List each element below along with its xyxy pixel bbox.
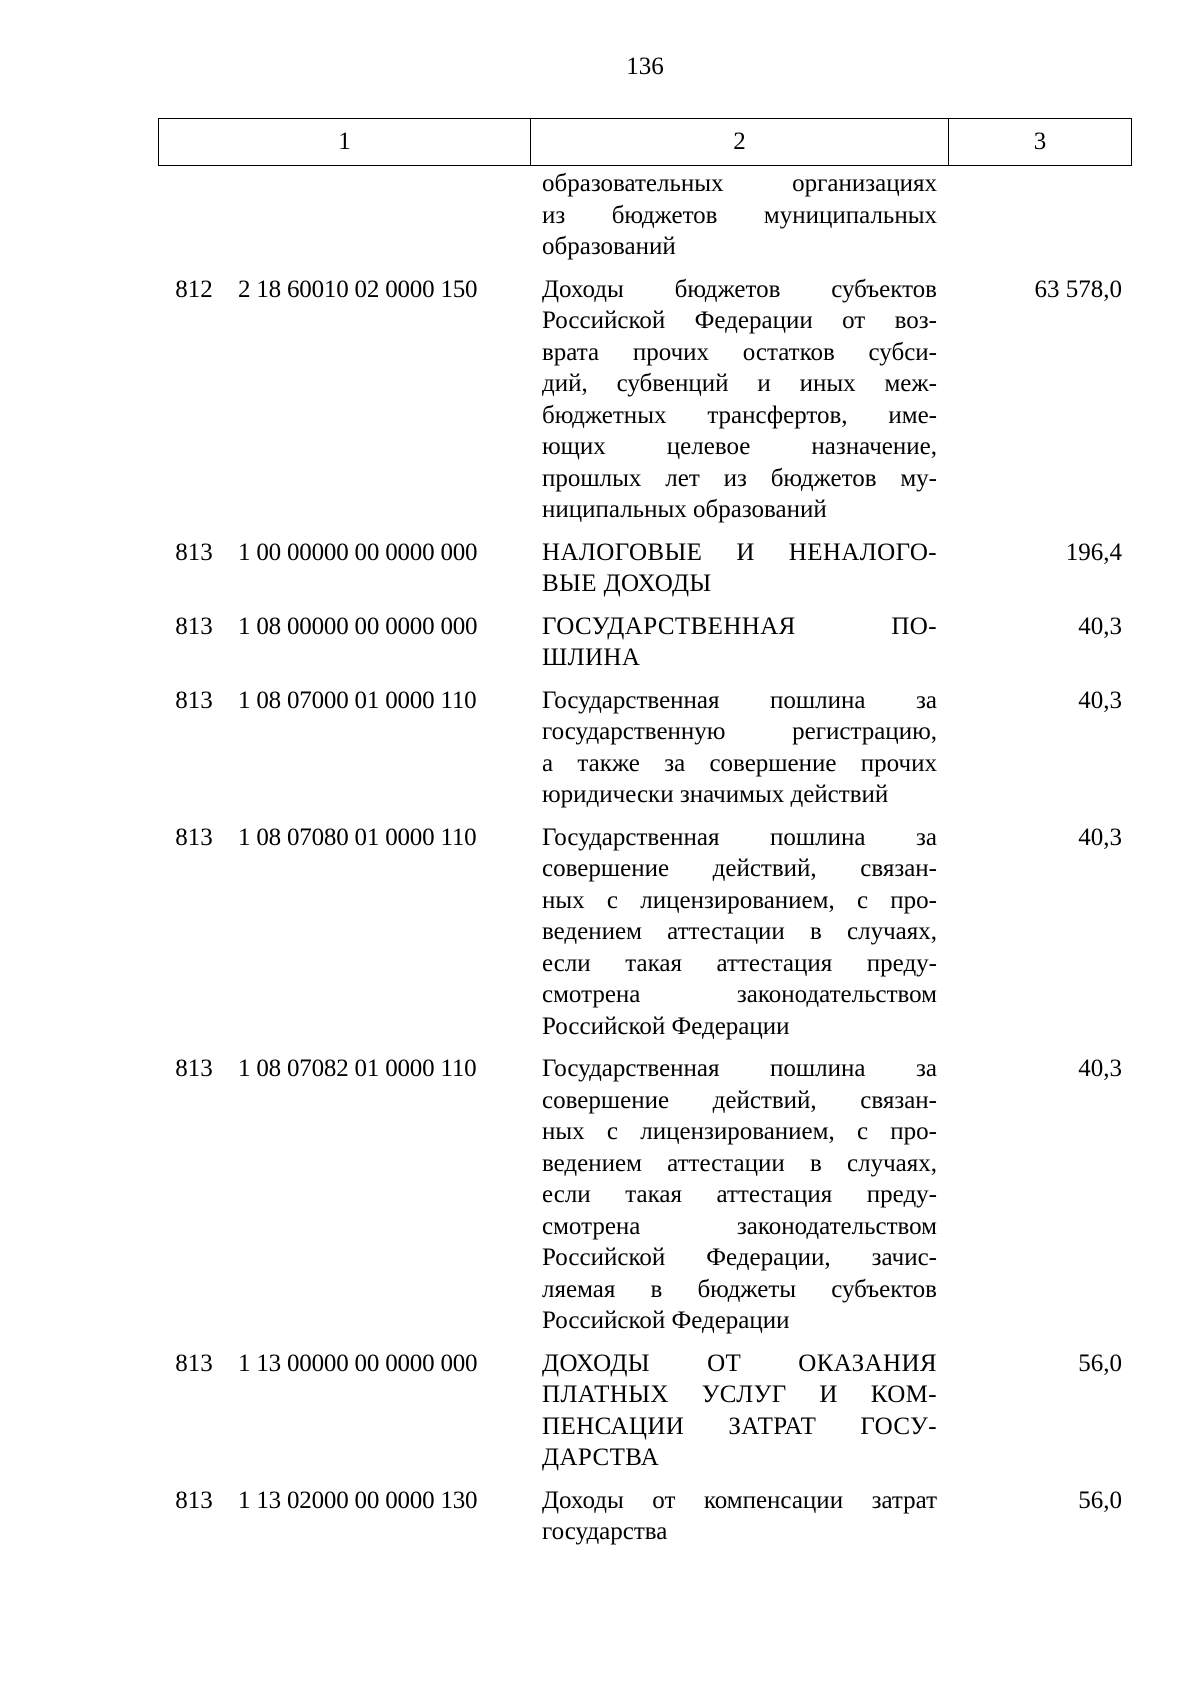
admin-code: 813 xyxy=(175,612,213,640)
budget-classification-code: 1 00 00000 00 0000 000 xyxy=(238,538,478,566)
revenue-description xyxy=(530,537,948,600)
admin-code: 813 xyxy=(175,538,213,566)
description-line: а также за совершение прочих xyxy=(542,749,937,777)
description-line: врата прочих остатков субси- xyxy=(542,338,937,366)
description-line: бюджетных трансфертов, име- xyxy=(542,401,937,429)
description-line: ниципальных образований xyxy=(542,496,827,523)
amount: 63 578,0 xyxy=(1034,275,1122,303)
admin-code xyxy=(158,168,230,263)
table-row xyxy=(158,274,1132,526)
budget-classification-code: 1 13 00000 00 0000 000 xyxy=(238,1349,478,1377)
header-col-3: 3 xyxy=(1033,128,1047,155)
table-row xyxy=(158,1348,1132,1474)
admin-code: 813 xyxy=(175,1486,213,1514)
table-row xyxy=(158,1053,1132,1337)
revenue-description xyxy=(530,274,948,526)
revenue-description xyxy=(530,1053,948,1337)
description-line: Доходы от компенсации затрат xyxy=(542,1486,937,1514)
budget-classification-code xyxy=(230,168,530,263)
description-line: ДОХОДЫ ОТ ОКАЗАНИЯ xyxy=(542,1349,937,1377)
amount: 40,3 xyxy=(1078,823,1122,851)
description-line: смотрена законодательством xyxy=(542,981,937,1008)
table-row xyxy=(158,1485,1132,1548)
description-line: государственную регистрацию, xyxy=(542,718,937,745)
revenue-description xyxy=(530,168,948,263)
admin-code: 813 xyxy=(175,1349,213,1377)
description-line: ведением аттестации в случаях, xyxy=(542,918,937,945)
description-line: из бюджетов муниципальных xyxy=(542,201,937,229)
admin-code: 813 xyxy=(175,823,213,851)
description-line: государства xyxy=(542,1518,668,1545)
admin-code: 812 xyxy=(175,275,213,303)
budget-classification-code: 1 08 07080 01 0000 110 xyxy=(238,823,477,851)
amount: 196,4 xyxy=(1065,538,1122,566)
admin-code: 813 xyxy=(175,686,213,714)
description-line: Государственная пошлина за xyxy=(542,823,937,851)
amount: 56,0 xyxy=(1078,1486,1122,1514)
table-row xyxy=(158,822,1132,1043)
description-line: если такая аттестация преду- xyxy=(542,949,937,977)
table-body xyxy=(158,168,1132,1559)
budget-classification-code: 1 08 07000 01 0000 110 xyxy=(238,686,477,714)
revenue-description xyxy=(530,1485,948,1548)
budget-classification-code: 1 13 02000 00 0000 130 xyxy=(238,1486,478,1514)
description-line: НАЛОГОВЫЕ И НЕНАЛОГО- xyxy=(542,538,937,566)
description-line: ДАРСТВА xyxy=(542,1444,660,1471)
description-line: смотрена законодательством xyxy=(542,1212,937,1240)
description-line: образовательных организациях xyxy=(542,170,937,197)
revenue-description xyxy=(530,611,948,674)
table-row xyxy=(158,537,1132,600)
description-line: образований xyxy=(542,233,676,260)
description-line: ведением аттестации в случаях, xyxy=(542,1149,937,1177)
budget-classification-code: 1 08 07082 01 0000 110 xyxy=(238,1055,477,1082)
description-line: ГОСУДАРСТВЕННАЯ ПО- xyxy=(542,612,937,640)
table-header xyxy=(158,118,1132,166)
table-row xyxy=(158,611,1132,674)
description-line: Государственная пошлина за xyxy=(542,1055,937,1082)
amount xyxy=(948,168,1132,263)
description-line: Российской Федерации, зачис- xyxy=(542,1244,937,1271)
description-line: прошлых лет из бюджетов му- xyxy=(542,464,937,492)
description-line: Доходы бюджетов субъектов xyxy=(542,275,937,303)
amount: 40,3 xyxy=(1078,686,1122,714)
description-line: совершение действий, связан- xyxy=(542,855,937,882)
table-row xyxy=(158,168,1132,263)
description-line: юридически значимых действий xyxy=(542,781,889,808)
description-line: ющих целевое назначение, xyxy=(542,433,937,460)
budget-classification-code: 2 18 60010 02 0000 150 xyxy=(238,275,478,303)
description-line: ПЛАТНЫХ УСЛУГ И КОМ- xyxy=(542,1381,937,1408)
header-col-1: 1 xyxy=(159,119,531,165)
description-line: Российской Федерации xyxy=(542,1012,790,1040)
description-line: совершение действий, связан- xyxy=(542,1086,937,1114)
description-line: ВЫЕ ДОХОДЫ xyxy=(542,570,712,597)
description-line: Российской Федерации xyxy=(542,1307,790,1334)
description-line: ляемая в бюджеты субъектов xyxy=(542,1275,937,1303)
description-line: Российской Федерации от воз- xyxy=(542,307,937,334)
amount: 40,3 xyxy=(1078,612,1122,640)
description-line: ных с лицензированием, с про- xyxy=(542,886,937,914)
description-line: если такая аттестация преду- xyxy=(542,1181,937,1208)
revenue-description xyxy=(530,1348,948,1474)
description-line: Государственная пошлина за xyxy=(542,686,937,714)
table-row xyxy=(158,685,1132,811)
header-col-2: 2 xyxy=(531,119,949,165)
admin-code: 813 xyxy=(175,1055,213,1082)
revenue-description xyxy=(530,685,948,811)
amount: 40,3 xyxy=(1078,1055,1122,1082)
revenue-description xyxy=(530,822,948,1043)
amount: 56,0 xyxy=(1078,1349,1122,1377)
description-line: дий, субвенций и иных меж- xyxy=(542,370,937,397)
description-line: ШЛИНА xyxy=(542,644,641,671)
description-line: ПЕНСАЦИИ ЗАТРАТ ГОСУ- xyxy=(542,1412,937,1440)
description-line: ных с лицензированием, с про- xyxy=(542,1118,937,1145)
budget-classification-code: 1 08 00000 00 0000 000 xyxy=(238,612,478,640)
page-number: 136 xyxy=(626,53,664,80)
